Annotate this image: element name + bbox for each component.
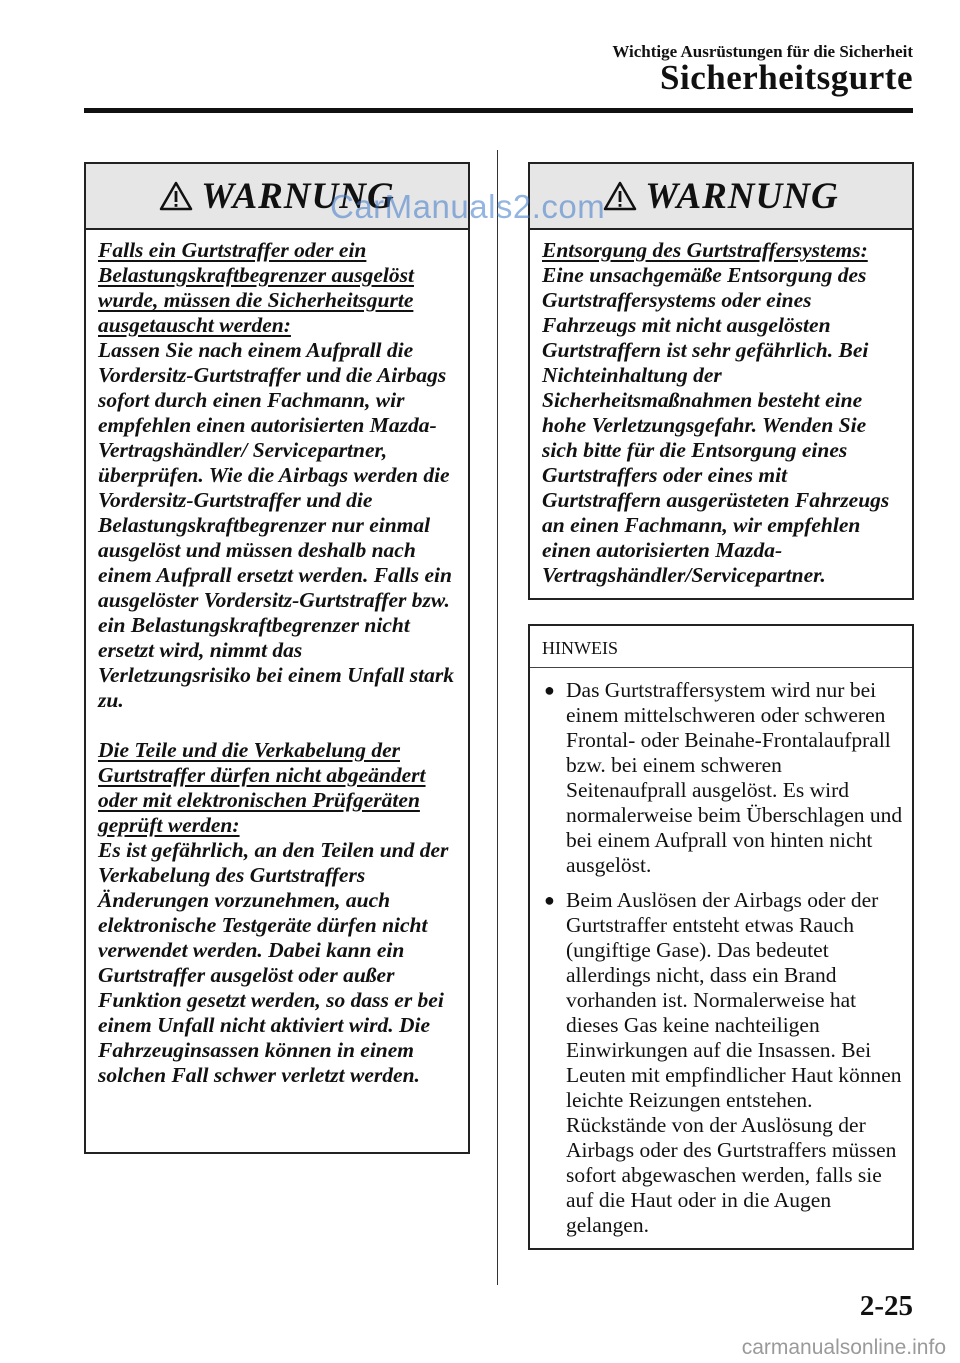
list-item-text: Beim Auslösen der Airbags oder der Gurtstraffer entsteht etwas Rauch (ungiftige Gase). Das bedeutet allerdings nicht, dass ein Brand vorhanden ist. Normalerweise hat dieses Gas keine nachteiligen Einwirkungen auf die Insassen. Bei Leuten mit empfindlicher Haut können leichte Reizungen entstehen. Rückstände von der Auslösung der Airbags oder des Gurtstraffers müssen sofort abgewaschen werden, falls sie auf die Haut oder in die Augen gelangen.	[566, 888, 902, 1237]
warning-body	[530, 230, 912, 588]
list-item	[542, 888, 904, 1238]
warning-text: Es ist gefährlich, an den Teilen und der Verkabelung des Gurtstraffers Änderungen vorzunehmen, auch elektronische Testgeräte dürfen nicht verwendet werden. Dabei kann ein Gurtstraffer ausgelöst oder außer Funktion gesetzt werden, so dass er bei einem Unfall nicht aktiviert wird. Die Fahrzeuginsassen können in einem solchen Fall schwer verletzt werden.	[98, 838, 449, 1087]
section-heading: Wichtige Ausrüstungen für die Sicherheit	[612, 42, 913, 61]
page-title: Sicherheitsgurte	[660, 58, 913, 97]
warning-triangle-icon	[603, 181, 637, 211]
list-item-text: Das Gurtstraffersystem wird nur bei einem mittelschweren oder schweren Frontal- oder Beinahe-Frontalaufprall bzw. bei einem schweren Seitenaufprall ausgelöst. Es wird normalerweise beim Überschlagen und bei einem Aufprall von hinten nicht ausgelöst.	[566, 678, 903, 877]
note-heading: HINWEIS	[530, 626, 912, 668]
page-number: 2-25	[859, 1290, 913, 1322]
note-box	[528, 624, 914, 1250]
warning-title: WARNUNG	[201, 175, 395, 217]
watermark: CarManuals2.com	[330, 188, 606, 225]
warning-body	[86, 230, 468, 1088]
warning-text: Eine unsachgemäße Entsorgung des Gurtstraffersystems oder eines Fahrzeugs mit nicht ausgelösten Gurtstraffern ist sehr gefährlich. Bei Nichteinhaltung der Sicherheitsmaßnahmen besteht eine hohe Verletzungsgefahr. Wenden Sie sich bitte für die Entsorgung eines Gurtstraffers oder eines mit Gurtstraffern ausgerüsteten Fahrzeugs an einen Fachmann, wir empfehlen einen autorisierten Mazda-Vertragshändler/Servicepartner.	[542, 263, 890, 587]
bullet-icon: ●	[544, 680, 555, 700]
warning-title: WARNUNG	[645, 175, 839, 217]
warning-triangle-icon	[159, 181, 193, 211]
footer-site-name: carmanualsonline.info	[741, 1336, 946, 1359]
warning-subheading: Entsorgung des Gurtstraffersystems:	[542, 238, 868, 262]
warning-subheading: Die Teile und die Verkabelung der Gurtstraffer dürfen nicht abgeändert oder mit elektronischen Prüfgeräten geprüft werden:	[98, 738, 426, 837]
bullet-icon: ●	[544, 890, 555, 910]
note-list	[530, 668, 912, 1238]
column-divider	[497, 150, 498, 1285]
warning-text: Lassen Sie nach einem Aufprall die Vordersitz-Gurtstraffer und die Airbags sofort durch einen Fachmann, wir empfehlen einen autorisierten Mazda-Vertragshändler/ Servicepartner, überprüfen. Wie die Airbags werden die Vordersitz-Gurtstraffer und die Belastungskraftbegrenzer nur einmal ausgelöst und müssen deshalb nach einem Aufprall ersetzt werden. Falls ein ausgelöster Vordersitz-Gurtstraffer bzw. ein Belastungskraftbegrenzer nicht ersetzt wird, nimmt das Verletzungsrisiko bei einem Unfall stark zu.	[98, 338, 454, 712]
header-rule	[84, 108, 913, 113]
list-item	[542, 678, 904, 878]
warning-box-right	[528, 162, 914, 600]
warning-box-left	[84, 162, 470, 1154]
warning-subheading: Falls ein Gurtstraffer oder ein Belastungskraftbegrenzer ausgelöst wurde, müssen die Sicherheitsgurte ausgetauscht werden:	[98, 238, 414, 337]
